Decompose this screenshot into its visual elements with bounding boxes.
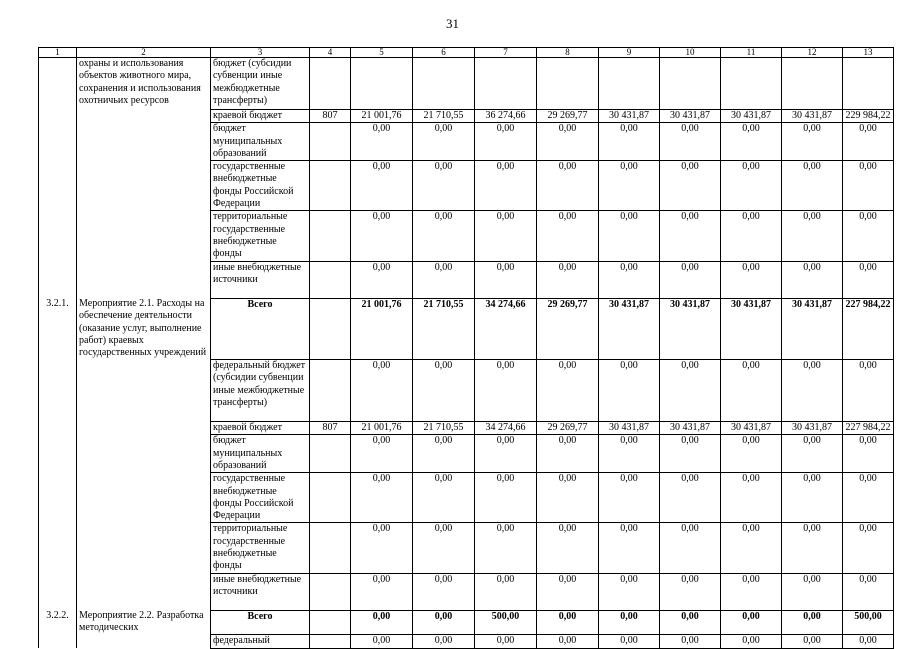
- funding-source-cell: бюджет (субсидии субвенции иные межбюджетные трансферты): [211, 58, 310, 110]
- budget-code-cell: [310, 261, 351, 298]
- amount-cell: 0,00: [537, 473, 599, 523]
- amount-cell: 0,00: [782, 360, 843, 422]
- funding-source-cell: государственные внебюджетные фонды Российской Федерации: [211, 161, 310, 211]
- table-row: [39, 211, 894, 261]
- amount-cell: 0,00: [351, 211, 413, 261]
- amount-cell: 30 431,87: [599, 110, 660, 123]
- column-number-cell: 1: [39, 48, 77, 58]
- amount-cell: 0,00: [413, 435, 475, 473]
- amount-cell: 0,00: [599, 573, 660, 610]
- amount-cell: 30 431,87: [782, 298, 843, 359]
- amount-cell: 0,00: [660, 123, 721, 161]
- activity-description-cell: охраны и использования объектов животного мира, сохранения и использования охотничьих ресурсов: [77, 58, 211, 110]
- amount-cell: 0,00: [721, 261, 782, 298]
- activity-description-cell: [77, 110, 211, 123]
- activity-number-cell: [39, 435, 77, 473]
- budget-code-cell: [310, 298, 351, 359]
- amount-cell: 21 001,76: [351, 298, 413, 359]
- amount-cell: 21 001,76: [351, 110, 413, 123]
- table-row: [39, 161, 894, 211]
- amount-cell: 0,00: [782, 473, 843, 523]
- amount-cell: 0,00: [351, 610, 413, 635]
- activity-number-cell: [39, 58, 77, 110]
- amount-cell: [782, 58, 843, 110]
- amount-cell: 0,00: [351, 435, 413, 473]
- amount-cell: 0,00: [843, 473, 894, 523]
- activity-description-cell: Мероприятие 2.1. Расходы на обеспечение деятельности (оказание услуг, выполнение работ) краевых государственных учреждений: [77, 298, 211, 359]
- funding-source-cell: краевой бюджет: [211, 110, 310, 123]
- table-row: [39, 422, 894, 435]
- amount-cell: [413, 58, 475, 110]
- table-row: [39, 473, 894, 523]
- budget-code-cell: [310, 635, 351, 648]
- budget-table: [38, 47, 894, 649]
- amount-cell: 0,00: [537, 360, 599, 422]
- amount-cell: 0,00: [721, 211, 782, 261]
- amount-cell: [351, 58, 413, 110]
- column-number-cell: 13: [843, 48, 894, 58]
- funding-source-cell: иные внебюджетные источники: [211, 573, 310, 610]
- activity-description-cell: [77, 360, 211, 422]
- amount-cell: 0,00: [782, 123, 843, 161]
- table-row: [39, 123, 894, 161]
- column-number-cell: 11: [721, 48, 782, 58]
- activity-number-cell: [39, 161, 77, 211]
- activity-number-cell: 3.2.1.: [39, 298, 77, 359]
- activity-number-cell: [39, 211, 77, 261]
- amount-cell: 0,00: [475, 523, 537, 573]
- column-number-cell: 4: [310, 48, 351, 58]
- amount-cell: 0,00: [413, 211, 475, 261]
- amount-cell: 0,00: [721, 523, 782, 573]
- amount-cell: 30 431,87: [660, 110, 721, 123]
- amount-cell: 0,00: [843, 523, 894, 573]
- amount-cell: 21 710,55: [413, 422, 475, 435]
- amount-cell: 0,00: [660, 360, 721, 422]
- amount-cell: 0,00: [351, 261, 413, 298]
- amount-cell: 0,00: [413, 360, 475, 422]
- column-number-cell: 3: [211, 48, 310, 58]
- amount-cell: 229 984,22: [843, 110, 894, 123]
- amount-cell: 0,00: [660, 523, 721, 573]
- amount-cell: 0,00: [475, 161, 537, 211]
- amount-cell: 0,00: [721, 360, 782, 422]
- column-number-cell: 12: [782, 48, 843, 58]
- amount-cell: 34 274,66: [475, 422, 537, 435]
- activity-number-cell: [39, 573, 77, 610]
- column-number-cell: 10: [660, 48, 721, 58]
- amount-cell: 0,00: [660, 573, 721, 610]
- amount-cell: 227 984,22: [843, 422, 894, 435]
- amount-cell: 0,00: [537, 610, 599, 635]
- amount-cell: 0,00: [475, 573, 537, 610]
- amount-cell: 0,00: [413, 261, 475, 298]
- amount-cell: 0,00: [351, 123, 413, 161]
- column-number-cell: 6: [413, 48, 475, 58]
- amount-cell: 0,00: [413, 473, 475, 523]
- amount-cell: [475, 58, 537, 110]
- amount-cell: 0,00: [660, 435, 721, 473]
- amount-cell: 0,00: [843, 161, 894, 211]
- amount-cell: 0,00: [537, 211, 599, 261]
- column-number-cell: 8: [537, 48, 599, 58]
- funding-source-cell: государственные внебюджетные фонды Российской Федерации: [211, 473, 310, 523]
- amount-cell: 0,00: [413, 523, 475, 573]
- funding-source-cell: бюджет муниципальных образований: [211, 435, 310, 473]
- table-row: [39, 298, 894, 359]
- amount-cell: 0,00: [475, 635, 537, 648]
- activity-number-cell: [39, 261, 77, 298]
- activity-description-cell: [77, 261, 211, 298]
- amount-cell: 30 431,87: [660, 422, 721, 435]
- amount-cell: 0,00: [843, 360, 894, 422]
- amount-cell: 0,00: [537, 523, 599, 573]
- funding-source-cell: Всего: [211, 610, 310, 635]
- budget-code-cell: [310, 435, 351, 473]
- amount-cell: 0,00: [599, 435, 660, 473]
- amount-cell: 0,00: [843, 435, 894, 473]
- table-row: [39, 261, 894, 298]
- amount-cell: [660, 58, 721, 110]
- amount-cell: 0,00: [351, 360, 413, 422]
- activity-number-cell: 3.2.2.: [39, 610, 77, 635]
- budget-code-cell: [310, 523, 351, 573]
- amount-cell: 0,00: [721, 573, 782, 610]
- amount-cell: 0,00: [721, 473, 782, 523]
- activity-number-cell: [39, 123, 77, 161]
- amount-cell: 30 431,87: [721, 298, 782, 359]
- amount-cell: 0,00: [599, 610, 660, 635]
- amount-cell: 0,00: [599, 523, 660, 573]
- activity-number-cell: [39, 360, 77, 422]
- amount-cell: 0,00: [782, 610, 843, 635]
- amount-cell: 0,00: [660, 161, 721, 211]
- amount-cell: 29 269,77: [537, 110, 599, 123]
- amount-cell: 0,00: [843, 573, 894, 610]
- amount-cell: 0,00: [782, 435, 843, 473]
- activity-description-cell: [77, 435, 211, 473]
- activity-description-cell: [77, 422, 211, 435]
- budget-code-cell: [310, 473, 351, 523]
- amount-cell: 0,00: [413, 161, 475, 211]
- amount-cell: 0,00: [843, 123, 894, 161]
- funding-source-cell: краевой бюджет: [211, 422, 310, 435]
- amount-cell: 0,00: [413, 610, 475, 635]
- table-row: [39, 58, 894, 110]
- table-row: [39, 610, 894, 635]
- funding-source-cell: бюджет муниципальных образований: [211, 123, 310, 161]
- amount-cell: [599, 58, 660, 110]
- amount-cell: 29 269,77: [537, 422, 599, 435]
- activity-number-cell: [39, 110, 77, 123]
- table-row: [39, 360, 894, 422]
- activity-description-cell: Мероприятие 2.2. Разработка методических: [77, 610, 211, 635]
- amount-cell: 0,00: [782, 261, 843, 298]
- amount-cell: 0,00: [475, 360, 537, 422]
- activity-description-cell: [77, 211, 211, 261]
- amount-cell: 0,00: [351, 635, 413, 648]
- amount-cell: 0,00: [537, 123, 599, 161]
- amount-cell: 0,00: [721, 161, 782, 211]
- amount-cell: 30 431,87: [599, 422, 660, 435]
- activity-number-cell: [39, 422, 77, 435]
- budget-code-cell: [310, 211, 351, 261]
- table-row: [39, 635, 894, 648]
- amount-cell: 0,00: [660, 261, 721, 298]
- column-number-cell: 5: [351, 48, 413, 58]
- funding-source-cell: федеральный бюджет (субсидии субвенции иные межбюджетные трансферты): [211, 360, 310, 422]
- activity-number-cell: [39, 635, 77, 648]
- table-row: [39, 573, 894, 610]
- amount-cell: 0,00: [537, 435, 599, 473]
- activity-description-cell: [77, 635, 211, 648]
- page-number: 31: [446, 16, 459, 31]
- activity-number-cell: [39, 473, 77, 523]
- amount-cell: 30 431,87: [721, 110, 782, 123]
- amount-cell: 0,00: [721, 635, 782, 648]
- budget-code-cell: [310, 573, 351, 610]
- funding-source-cell: территориальные государственные внебюджетные фонды: [211, 523, 310, 573]
- amount-cell: 0,00: [721, 435, 782, 473]
- column-number-cell: 7: [475, 48, 537, 58]
- amount-cell: 0,00: [660, 610, 721, 635]
- amount-cell: 0,00: [843, 261, 894, 298]
- amount-cell: 0,00: [721, 123, 782, 161]
- amount-cell: 0,00: [843, 635, 894, 648]
- amount-cell: 0,00: [351, 161, 413, 211]
- amount-cell: 0,00: [413, 635, 475, 648]
- activity-description-cell: [77, 523, 211, 573]
- amount-cell: 227 984,22: [843, 298, 894, 359]
- amount-cell: [721, 58, 782, 110]
- amount-cell: 0,00: [843, 211, 894, 261]
- amount-cell: 0,00: [537, 635, 599, 648]
- activity-description-cell: [77, 123, 211, 161]
- table-row: [39, 110, 894, 123]
- funding-source-cell: Всего: [211, 298, 310, 359]
- column-number-cell: 2: [77, 48, 211, 58]
- amount-cell: 0,00: [599, 161, 660, 211]
- budget-code-cell: 807: [310, 110, 351, 123]
- amount-cell: 29 269,77: [537, 298, 599, 359]
- amount-cell: 500,00: [475, 610, 537, 635]
- amount-cell: 0,00: [782, 573, 843, 610]
- amount-cell: 0,00: [351, 473, 413, 523]
- amount-cell: 0,00: [475, 123, 537, 161]
- activity-number-cell: [39, 523, 77, 573]
- amount-cell: 0,00: [475, 473, 537, 523]
- amount-cell: 0,00: [537, 161, 599, 211]
- budget-code-cell: [310, 360, 351, 422]
- amount-cell: 30 431,87: [660, 298, 721, 359]
- amount-cell: 0,00: [475, 435, 537, 473]
- budget-code-cell: [310, 58, 351, 110]
- amount-cell: [537, 58, 599, 110]
- amount-cell: 21 001,76: [351, 422, 413, 435]
- amount-cell: 30 431,87: [721, 422, 782, 435]
- amount-cell: 0,00: [599, 473, 660, 523]
- amount-cell: 34 274,66: [475, 298, 537, 359]
- amount-cell: 0,00: [413, 573, 475, 610]
- amount-cell: 30 431,87: [782, 422, 843, 435]
- funding-source-cell: федеральный: [211, 635, 310, 648]
- amount-cell: 21 710,55: [413, 298, 475, 359]
- amount-cell: 0,00: [782, 211, 843, 261]
- budget-code-cell: [310, 123, 351, 161]
- amount-cell: 0,00: [599, 635, 660, 648]
- table-row: [39, 523, 894, 573]
- amount-cell: 0,00: [782, 635, 843, 648]
- amount-cell: 21 710,55: [413, 110, 475, 123]
- column-number-row: [39, 48, 894, 58]
- amount-cell: 36 274,66: [475, 110, 537, 123]
- column-number-cell: 9: [599, 48, 660, 58]
- budget-code-cell: [310, 161, 351, 211]
- amount-cell: 0,00: [782, 161, 843, 211]
- amount-cell: 0,00: [413, 123, 475, 161]
- amount-cell: 0,00: [660, 211, 721, 261]
- amount-cell: 0,00: [660, 635, 721, 648]
- amount-cell: 0,00: [721, 610, 782, 635]
- amount-cell: 0,00: [537, 261, 599, 298]
- funding-source-cell: иные внебюджетные источники: [211, 261, 310, 298]
- amount-cell: 0,00: [782, 523, 843, 573]
- table-row: [39, 435, 894, 473]
- activity-description-cell: [77, 161, 211, 211]
- activity-description-cell: [77, 573, 211, 610]
- amount-cell: 0,00: [475, 211, 537, 261]
- amount-cell: 30 431,87: [599, 298, 660, 359]
- amount-cell: 0,00: [660, 473, 721, 523]
- amount-cell: 0,00: [599, 261, 660, 298]
- amount-cell: 0,00: [599, 360, 660, 422]
- funding-source-cell: территориальные государственные внебюджетные фонды: [211, 211, 310, 261]
- amount-cell: 0,00: [351, 523, 413, 573]
- amount-cell: [843, 58, 894, 110]
- amount-cell: 30 431,87: [782, 110, 843, 123]
- amount-cell: 0,00: [351, 573, 413, 610]
- amount-cell: 0,00: [537, 573, 599, 610]
- budget-code-cell: 807: [310, 422, 351, 435]
- amount-cell: 0,00: [599, 123, 660, 161]
- amount-cell: 0,00: [599, 211, 660, 261]
- budget-code-cell: [310, 610, 351, 635]
- activity-description-cell: [77, 473, 211, 523]
- amount-cell: 500,00: [843, 610, 894, 635]
- amount-cell: 0,00: [475, 261, 537, 298]
